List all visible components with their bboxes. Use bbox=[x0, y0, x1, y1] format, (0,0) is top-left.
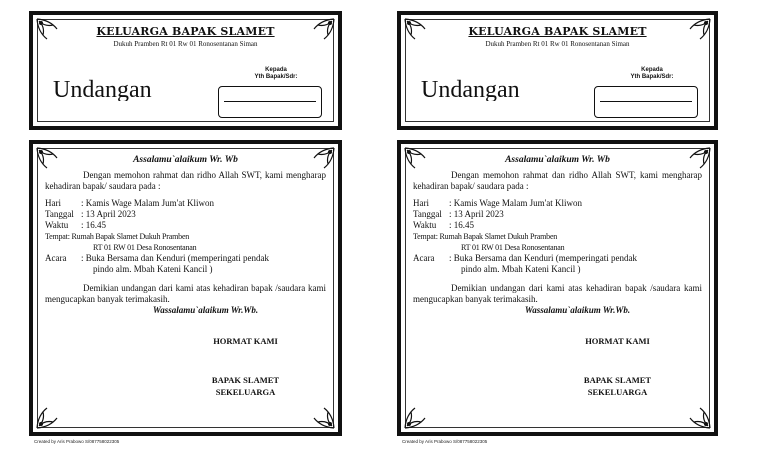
envelope-address: Dukuh Pramben Rt 01 Rw 01 Ronosentanan Siman bbox=[485, 40, 630, 48]
credit-text: Created by Aris Prabowo S/087758022305 bbox=[402, 439, 488, 444]
ornament-corner-icon bbox=[306, 400, 336, 430]
detail-row-waktu: Waktu : 16.45 bbox=[413, 220, 475, 230]
card-body bbox=[45, 155, 326, 398]
invitation-right bbox=[384, 0, 768, 466]
ornament-corner-icon bbox=[682, 400, 712, 430]
envelope-address: Dukuh Pramben Rt 01 Rw 01 Ronosentanan Siman bbox=[113, 40, 258, 48]
credit-text: Created by Aris Prabowo S/087758022305 bbox=[34, 439, 120, 444]
hormat-kami: HORMAT KAMI bbox=[585, 336, 650, 346]
envelope-kepada: Kepada Yth Bapak/Sdr: bbox=[254, 67, 298, 80]
detail-row-acara: Acara : Buka Bersama dan Kenduri (memperingati pendak bbox=[45, 253, 269, 263]
wassalam-text: Wassalamu`alaikum Wr.Wb. bbox=[152, 305, 259, 315]
invitation-card bbox=[397, 140, 718, 436]
envelope-label bbox=[29, 11, 342, 130]
salam-heading: Assalamu`alaikum Wr. Wb bbox=[505, 155, 610, 165]
envelope-title: KELUARGA BAPAK SLAMET bbox=[96, 25, 275, 38]
signature: BAPAK SLAMET SEKELUARGA bbox=[211, 375, 280, 397]
envelope-undang: Undangan bbox=[421, 77, 520, 101]
signature: BAPAK SLAMET SEKELUARGA bbox=[583, 375, 652, 397]
hormat-kami: HORMAT KAMI bbox=[213, 336, 278, 346]
closing-text: Demikian undangan dari kami atas kehadiran bapak /saudara kami mengucapkan banyak terimakasih. bbox=[45, 283, 326, 304]
envelope-undang: Undangan bbox=[53, 77, 152, 101]
detail-row-acara: Acara : Buka Bersama dan Kenduri (memperingati pendak bbox=[413, 253, 637, 263]
envelope-kepada: Kepada Yth Bapak/Sdr: bbox=[630, 67, 674, 80]
invitation-card bbox=[29, 140, 342, 436]
closing-text: Demikian undangan dari kami atas kehadiran bapak /saudara kami mengucapkan banyak terimakasih. bbox=[413, 283, 702, 304]
tempat-line-2: RT 01 RW 01 Desa Ronosentanan bbox=[461, 243, 565, 252]
event-details bbox=[413, 198, 702, 275]
detail-row-hari: Hari : Kamis Wage Malam Jum'at Kliwon bbox=[45, 198, 214, 208]
wassalam-text: Wassalamu`alaikum Wr.Wb. bbox=[524, 305, 631, 315]
ornament-corner-icon bbox=[403, 400, 433, 430]
event-details bbox=[45, 198, 326, 275]
salam-heading: Assalamu`alaikum Wr. Wb bbox=[133, 155, 238, 165]
detail-row-tanggal: Tanggal : 13 April 2023 bbox=[45, 209, 136, 219]
recipient-box bbox=[218, 86, 322, 118]
detail-row-waktu: Waktu : 16.45 bbox=[45, 220, 107, 230]
detail-row-tanggal: Tanggal : 13 April 2023 bbox=[413, 209, 504, 219]
ornament-corner-icon bbox=[35, 400, 65, 430]
detail-row-tempat: Tempat : Rumah Bapak Slamet Dukuh Pramben bbox=[413, 232, 558, 241]
acara-line-2: pindo alm. Mbah Kateni Kancil ) bbox=[461, 264, 581, 274]
intro-text: Dengan memohon rahmat dan ridho Allah SWT, kami mengharap kehadiran bapak/ saudara pada : bbox=[413, 170, 702, 191]
detail-row-tempat: Tempat : Rumah Bapak Slamet Dukuh Pramben bbox=[45, 232, 190, 241]
envelope-title: KELUARGA BAPAK SLAMET bbox=[468, 25, 647, 38]
recipient-box bbox=[594, 86, 698, 118]
tempat-line-2: RT 01 RW 01 Desa Ronosentanan bbox=[93, 243, 197, 252]
envelope-label bbox=[397, 11, 718, 130]
detail-row-hari: Hari : Kamis Wage Malam Jum'at Kliwon bbox=[413, 198, 582, 208]
intro-text: Dengan memohon rahmat dan ridho Allah SWT, kami mengharap kehadiran bapak/ saudara pada : bbox=[45, 170, 326, 191]
card-body bbox=[413, 155, 702, 398]
acara-line-2: pindo alm. Mbah Kateni Kancil ) bbox=[93, 264, 213, 274]
